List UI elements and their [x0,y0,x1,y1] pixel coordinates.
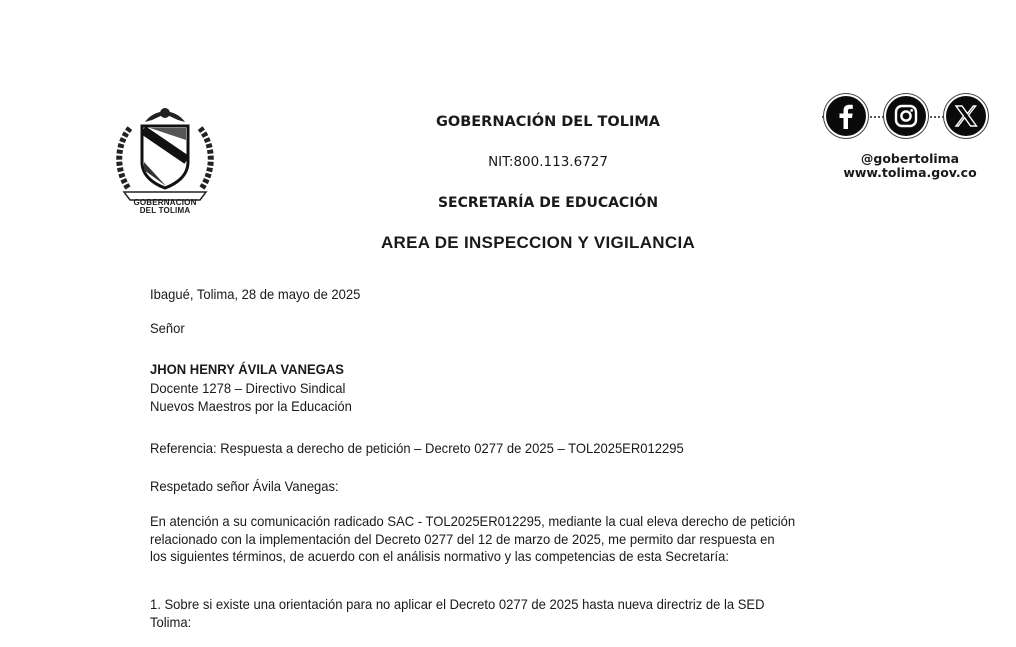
crest-caption-line2: DEL TOLIMA [139,206,191,215]
salutation-title: Señor [150,320,185,336]
place-date: Ibagué, Tolima, 28 de mayo de 2025 [150,286,361,302]
greeting: Respetado señor Ávila Vanegas: [150,478,339,494]
social-handle-block [820,152,1000,180]
point-1-line: 1. Sobre si existe una orientación para no aplicar el Decreto 0277 de 2025 hasta nueva directriz de la SED [150,596,765,612]
reference-line: Referencia: Respuesta a derecho de petición – Decreto 0277 de 2025 – TOL2025ER012295 [150,440,684,456]
social-handle: @gobertolima [860,151,960,166]
crest-caption-line1: GOBERNACION [133,198,197,207]
paragraph-1-line: En atención a su comunicación radicado SAC - TOL2025ER012295, mediante la cual eleva derecho de petición [150,513,796,529]
point-1-line: Tolima: [150,613,192,630]
facebook-icon [826,96,866,136]
instagram-icon [886,96,926,136]
paragraph-1-line: relacionado con la implementación del Decreto 0277 del 12 de marzo de 2025, me permito dar respuesta en [150,530,775,547]
department-title: SECRETARÍA DE EDUCACIÓN [437,195,659,211]
nit-number: NIT:800.113.6727 [488,154,608,170]
paragraph-1-line: los siguientes términos, de acuerdo con el análisis normativo y las competencias de esta Secretaría: [150,548,729,564]
recipient-org: Nuevos Maestros por la Educación [150,398,352,414]
social-icons [822,92,992,142]
organization-title: GOBERNACIÓN DEL TOLIMA [436,114,660,130]
recipient-role: Docente 1278 – Directivo Sindical [150,380,346,396]
x-icon [946,96,986,136]
paragraph-1 [150,513,928,566]
area-title: AREA DE INSPECCION Y VIGILANCIA [380,233,696,252]
website-url: www.tolima.gov.co [843,165,977,180]
point-1 [150,596,928,631]
recipient-name: JHON HENRY ÁVILA VANEGAS [150,361,344,377]
